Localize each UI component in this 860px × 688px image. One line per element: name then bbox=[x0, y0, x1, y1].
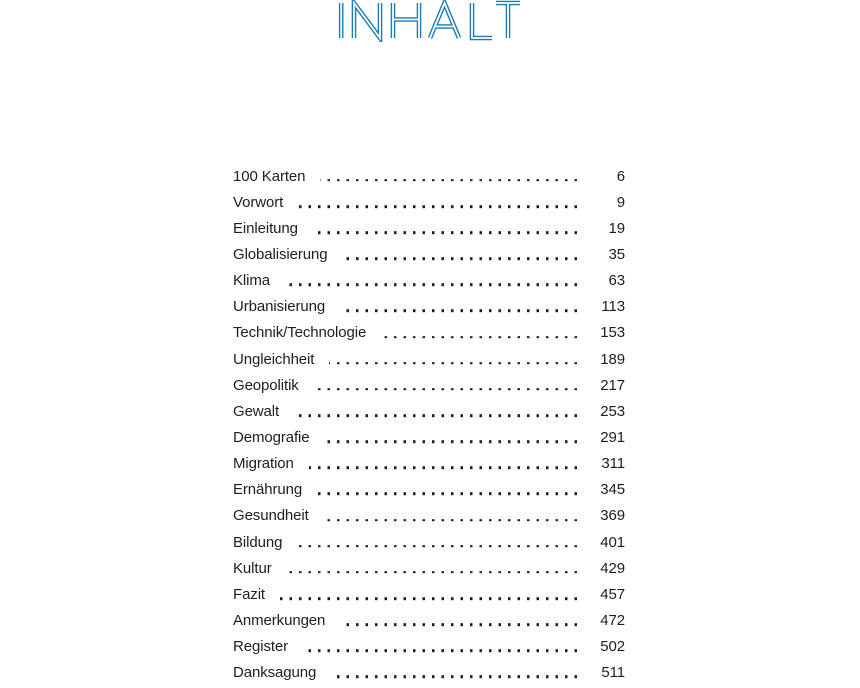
toc-row bbox=[233, 451, 625, 477]
chapter-title: Register bbox=[233, 638, 289, 656]
toc-row bbox=[233, 346, 625, 372]
dot-leader bbox=[329, 362, 577, 365]
dot-leader bbox=[280, 597, 577, 600]
toc-row bbox=[233, 477, 625, 503]
page-number: 502 bbox=[600, 638, 625, 656]
dot-leader bbox=[340, 623, 577, 626]
chapter-title: Danksagung bbox=[233, 664, 317, 682]
toc-row bbox=[233, 634, 625, 660]
dot-leader bbox=[343, 257, 578, 260]
chapter-title: Ungleichheit bbox=[233, 350, 315, 368]
dot-leader bbox=[313, 231, 577, 234]
toc-row bbox=[233, 529, 625, 555]
toc-row bbox=[233, 607, 625, 633]
toc-row bbox=[233, 163, 625, 189]
dot-leader bbox=[324, 519, 577, 522]
chapter-title: Geopolitik bbox=[233, 376, 299, 394]
page-number: 253 bbox=[600, 402, 625, 420]
dot-leader bbox=[317, 493, 577, 496]
page-number: 429 bbox=[600, 559, 625, 577]
dot-leader bbox=[309, 467, 577, 470]
chapter-title: Technik/Technologie bbox=[233, 324, 367, 342]
dot-leader bbox=[331, 676, 577, 679]
dot-leader bbox=[340, 310, 577, 313]
toc-row bbox=[233, 294, 625, 320]
page-title bbox=[338, 0, 522, 42]
toc-row bbox=[233, 581, 625, 607]
dot-leader bbox=[298, 205, 577, 208]
chapter-title: Ernährung bbox=[233, 481, 303, 499]
chapter-title: Fazit bbox=[233, 585, 266, 603]
toc-row bbox=[233, 215, 625, 241]
toc-row bbox=[233, 372, 625, 398]
page-number: 189 bbox=[600, 350, 625, 368]
table-of-contents bbox=[233, 163, 625, 686]
toc-row bbox=[233, 268, 625, 294]
dot-leader bbox=[294, 414, 577, 417]
dot-leader bbox=[303, 649, 577, 652]
chapter-title: Urbanisierung bbox=[233, 298, 326, 316]
dot-leader bbox=[314, 388, 577, 391]
chapter-title: 100 Karten bbox=[233, 167, 306, 185]
toc-row bbox=[233, 189, 625, 215]
toc-row bbox=[233, 555, 625, 581]
chapter-title: Kultur bbox=[233, 559, 272, 577]
dot-leader bbox=[297, 545, 577, 548]
chapter-title: Anmerkungen bbox=[233, 611, 326, 629]
toc-row bbox=[233, 424, 625, 450]
chapter-title: Migration bbox=[233, 455, 294, 473]
toc-row bbox=[233, 320, 625, 346]
toc-row bbox=[233, 241, 625, 267]
toc-row bbox=[233, 398, 625, 424]
page-number: 369 bbox=[600, 507, 625, 525]
chapter-title: Globalisierung bbox=[233, 245, 328, 263]
dot-leader bbox=[285, 284, 577, 287]
chapter-title: Einleitung bbox=[233, 219, 298, 237]
chapter-title: Vorwort bbox=[233, 193, 284, 211]
page-number: 311 bbox=[601, 455, 625, 473]
page-number: 457 bbox=[600, 585, 625, 603]
page-number: 19 bbox=[608, 219, 625, 237]
page-number: 345 bbox=[600, 481, 625, 499]
page-number: 6 bbox=[616, 167, 625, 185]
inhalt-inline-lettering bbox=[338, 0, 522, 42]
dot-leader bbox=[325, 440, 577, 443]
toc-row bbox=[233, 660, 625, 686]
page-number: 291 bbox=[600, 428, 625, 446]
page-number: 472 bbox=[600, 611, 625, 629]
page-number: 113 bbox=[601, 298, 625, 316]
page-number: 63 bbox=[608, 272, 625, 290]
chapter-title: Demografie bbox=[233, 428, 310, 446]
chapter-title: Klima bbox=[233, 272, 271, 290]
chapter-title: Bildung bbox=[233, 533, 283, 551]
page-number: 35 bbox=[608, 245, 625, 263]
dot-leader bbox=[287, 571, 577, 574]
page-number: 9 bbox=[616, 193, 625, 211]
dot-leader bbox=[320, 179, 577, 182]
chapter-title: Gesundheit bbox=[233, 507, 309, 525]
page-number: 511 bbox=[601, 664, 625, 682]
toc-row bbox=[233, 503, 625, 529]
chapter-title: Gewalt bbox=[233, 402, 280, 420]
dot-leader bbox=[381, 336, 577, 339]
page-number: 153 bbox=[600, 324, 625, 342]
page-number: 401 bbox=[600, 533, 625, 551]
page-number: 217 bbox=[600, 376, 625, 394]
